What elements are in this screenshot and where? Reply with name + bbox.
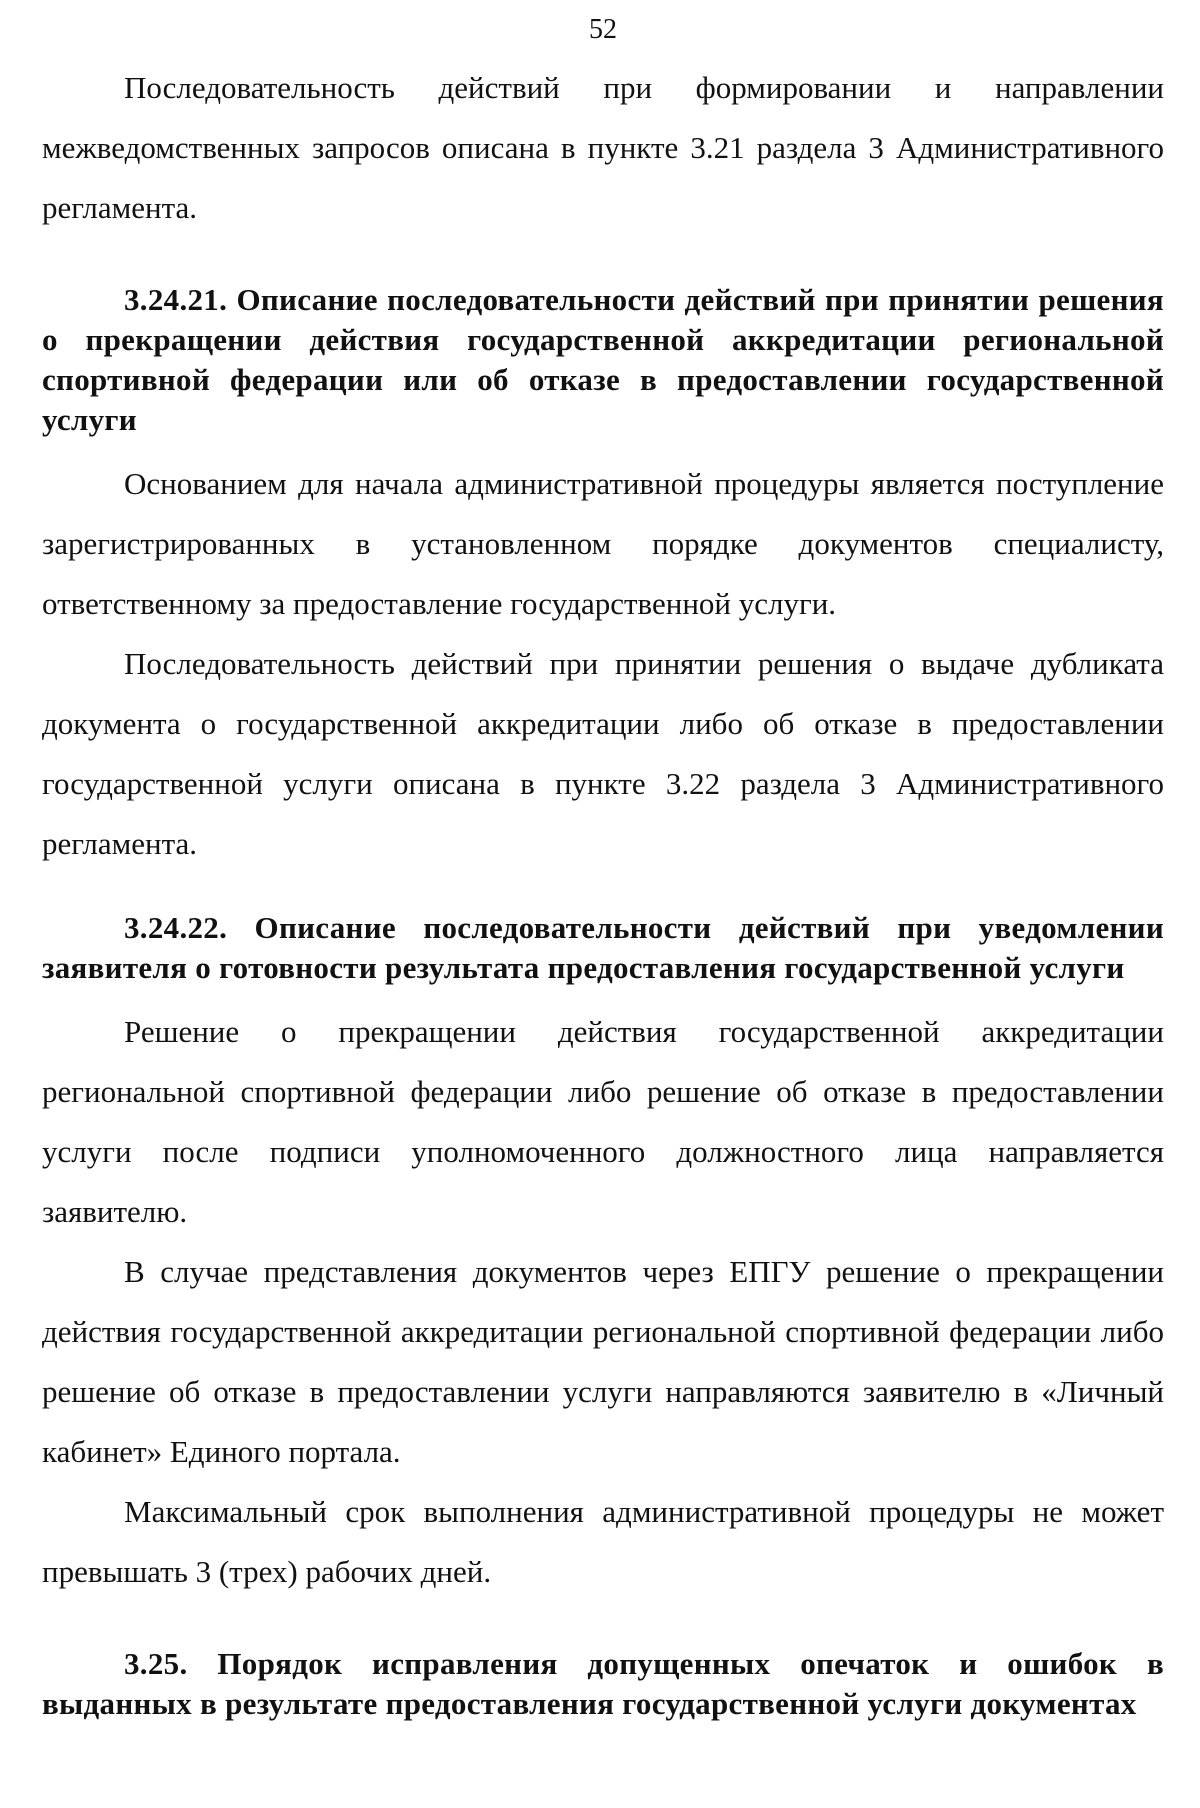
paragraph-epgu-case: В случае представления документов через ЕПГУ решение о прекращении действия государственной аккредитации региональной спортивной федерации либо решение об отказе в предоставлении услуги направляются заявителю в «Личный кабинет» Единого портала. [42, 1254, 1164, 1469]
paragraph-interagency-requests: Последовательность действий при формировании и направлении межведомственных запросов описана в пункте 3.21 раздела 3 Административного регламента. [42, 70, 1164, 225]
document-page [42, 0, 1164, 1808]
paragraph-procedure-basis: Основанием для начала административной процедуры является поступление зарегистрированных в установленном порядке документов специалисту, ответственному за предоставление государственной услуги. [42, 466, 1164, 621]
paragraph-decision-sent: Решение о прекращении действия государственной аккредитации региональной спортивной федерации либо решение об отказе в предоставлении услуги после подписи уполномоченного должностного лица направляется заявителю. [42, 1014, 1164, 1229]
section-heading-3-25: 3.25. Порядок исправления допущенных опечаток и ошибок в выданных в результате предоставления государственной услуги документах [42, 1646, 1164, 1721]
paragraph-max-term: Максимальный срок выполнения административной процедуры не может превышать 3 (трех) рабочих дней. [42, 1494, 1164, 1589]
section-heading-3-24-22: 3.24.22. Описание последовательности действий при уведомлении заявителя о готовности результата предоставления государственной услуги [42, 910, 1164, 985]
document-body [42, 58, 1164, 1724]
section-heading-3-24-21: 3.24.21. Описание последовательности действий при принятии решения о прекращении действия государственной аккредитации региональной спортивной федерации или об отказе в предоставлении государственной услуги [42, 282, 1164, 437]
page-number: 52 [589, 14, 617, 45]
paragraph-duplicate-decision: Последовательность действий при принятии решения о выдаче дубликата документа о государственной аккредитации либо об отказе в предоставлении государственной услуги описана в пункте 3.22 раздела 3 Административного регламента. [42, 646, 1164, 861]
